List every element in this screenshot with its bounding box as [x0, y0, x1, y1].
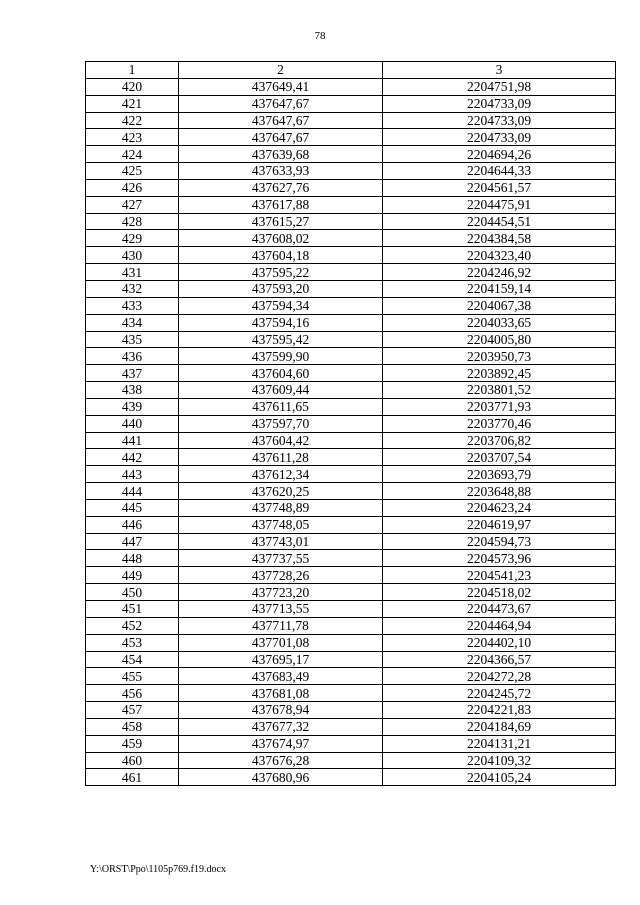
- table-row: [86, 567, 616, 584]
- table-cell-col-1: 426: [86, 179, 179, 196]
- table-cell-col-3: 2203892,45: [383, 365, 616, 382]
- table-row: [86, 415, 616, 432]
- table-cell-col-3: 2203771,93: [383, 398, 616, 415]
- table-cell-col-3: 2203950,73: [383, 348, 616, 365]
- table-cell-col-1: 460: [86, 752, 179, 769]
- table-row: [86, 129, 616, 146]
- table-cell-col-1: 435: [86, 331, 179, 348]
- table-cell-col-3: 2204644,33: [383, 163, 616, 180]
- table-row: [86, 499, 616, 516]
- table-row: [86, 95, 616, 112]
- table-row: [86, 769, 616, 786]
- table-cell-col-2: 437737,55: [179, 550, 383, 567]
- footer-file-path: Y:\ORST\Ppo\1105p769.f19.docx: [90, 864, 226, 875]
- table-row: [86, 78, 616, 95]
- table-row: [86, 516, 616, 533]
- table-cell-col-3: 2204245,72: [383, 685, 616, 702]
- table-cell-col-3: 2204573,96: [383, 550, 616, 567]
- table-cell-col-3: 2203707,54: [383, 449, 616, 466]
- table-row: [86, 634, 616, 651]
- column-header-1: 1: [86, 62, 179, 79]
- table-cell-col-2: 437647,67: [179, 129, 383, 146]
- table-row: [86, 331, 616, 348]
- table-cell-col-2: 437617,88: [179, 196, 383, 213]
- table-cell-col-2: 437649,41: [179, 78, 383, 95]
- table-header-row: [86, 62, 616, 79]
- table-cell-col-2: 437612,34: [179, 466, 383, 483]
- table-cell-col-1: 428: [86, 213, 179, 230]
- table-cell-col-2: 437627,76: [179, 179, 383, 196]
- page-number: 78: [314, 30, 326, 42]
- table-cell-col-1: 429: [86, 230, 179, 247]
- table-cell-col-1: 458: [86, 718, 179, 735]
- table-cell-col-1: 448: [86, 550, 179, 567]
- table-cell-col-2: 437681,08: [179, 685, 383, 702]
- table-cell-col-3: 2204733,09: [383, 129, 616, 146]
- table-cell-col-2: 437639,68: [179, 146, 383, 163]
- table-row: [86, 685, 616, 702]
- table-cell-col-3: 2204033,65: [383, 314, 616, 331]
- table-cell-col-3: 2204733,09: [383, 112, 616, 129]
- coordinates-table: [85, 61, 616, 786]
- table-row: [86, 146, 616, 163]
- table-cell-col-1: 444: [86, 483, 179, 500]
- table-cell-col-3: 2204561,57: [383, 179, 616, 196]
- table-cell-col-1: 442: [86, 449, 179, 466]
- table-row: [86, 617, 616, 634]
- table-cell-col-3: 2203706,82: [383, 432, 616, 449]
- table-cell-col-1: 454: [86, 651, 179, 668]
- table-cell-col-2: 437647,67: [179, 112, 383, 129]
- table-row: [86, 112, 616, 129]
- table-cell-col-3: 2204751,98: [383, 78, 616, 95]
- table-cell-col-1: 421: [86, 95, 179, 112]
- table-cell-col-2: 437594,34: [179, 297, 383, 314]
- table-cell-col-3: 2204159,14: [383, 280, 616, 297]
- table-cell-col-1: 443: [86, 466, 179, 483]
- table-cell-col-1: 450: [86, 584, 179, 601]
- table-cell-col-1: 436: [86, 348, 179, 365]
- table-cell-col-1: 455: [86, 668, 179, 685]
- column-header-3: 3: [383, 62, 616, 79]
- table-cell-col-2: 437615,27: [179, 213, 383, 230]
- table-cell-col-2: 437676,28: [179, 752, 383, 769]
- table-cell-col-2: 437604,42: [179, 432, 383, 449]
- table-cell-col-1: 451: [86, 601, 179, 618]
- table-cell-col-3: 2204694,26: [383, 146, 616, 163]
- table-cell-col-3: 2204067,38: [383, 297, 616, 314]
- table-cell-col-2: 437608,02: [179, 230, 383, 247]
- table-cell-col-2: 437678,94: [179, 702, 383, 719]
- table-cell-col-2: 437743,01: [179, 533, 383, 550]
- table-cell-col-1: 449: [86, 567, 179, 584]
- table-cell-col-3: 2204109,32: [383, 752, 616, 769]
- table-row: [86, 432, 616, 449]
- table-cell-col-2: 437680,96: [179, 769, 383, 786]
- table-row: [86, 668, 616, 685]
- table-cell-col-2: 437728,26: [179, 567, 383, 584]
- table-cell-col-3: 2204733,09: [383, 95, 616, 112]
- table-cell-col-1: 420: [86, 78, 179, 95]
- table-row: [86, 449, 616, 466]
- table-cell-col-3: 2204454,51: [383, 213, 616, 230]
- table-cell-col-1: 432: [86, 280, 179, 297]
- table-cell-col-1: 433: [86, 297, 179, 314]
- table-row: [86, 230, 616, 247]
- table-row: [86, 196, 616, 213]
- table-cell-col-2: 437609,44: [179, 382, 383, 399]
- table-cell-col-3: 2203801,52: [383, 382, 616, 399]
- table-body: [86, 78, 616, 785]
- table-cell-col-3: 2204131,21: [383, 735, 616, 752]
- table-row: [86, 533, 616, 550]
- table-cell-col-2: 437677,32: [179, 718, 383, 735]
- table-cell-col-3: 2204005,80: [383, 331, 616, 348]
- table-cell-col-1: 424: [86, 146, 179, 163]
- table-cell-col-3: 2204402,10: [383, 634, 616, 651]
- table-cell-col-3: 2204184,69: [383, 718, 616, 735]
- table-cell-col-2: 437711,78: [179, 617, 383, 634]
- table-cell-col-3: 2204272,28: [383, 668, 616, 685]
- table-cell-col-2: 437593,20: [179, 280, 383, 297]
- table-cell-col-1: 453: [86, 634, 179, 651]
- table-row: [86, 297, 616, 314]
- table-row: [86, 466, 616, 483]
- table-row: [86, 213, 616, 230]
- table-cell-col-3: 2204246,92: [383, 264, 616, 281]
- table-row: [86, 735, 616, 752]
- table-row: [86, 280, 616, 297]
- table-row: [86, 718, 616, 735]
- table-row: [86, 314, 616, 331]
- table-cell-col-3: 2204221,83: [383, 702, 616, 719]
- table-cell-col-2: 437611,28: [179, 449, 383, 466]
- table-cell-col-1: 423: [86, 129, 179, 146]
- table-cell-col-2: 437723,20: [179, 584, 383, 601]
- table-row: [86, 163, 616, 180]
- table-cell-col-2: 437604,18: [179, 247, 383, 264]
- table-cell-col-3: 2204541,23: [383, 567, 616, 584]
- table-cell-col-1: 439: [86, 398, 179, 415]
- table-cell-col-3: 2204384,58: [383, 230, 616, 247]
- table-cell-col-1: 437: [86, 365, 179, 382]
- table-cell-col-1: 445: [86, 499, 179, 516]
- table-row: [86, 348, 616, 365]
- table-cell-col-3: 2204518,02: [383, 584, 616, 601]
- table-row: [86, 365, 616, 382]
- table-cell-col-1: 456: [86, 685, 179, 702]
- table-cell-col-1: 438: [86, 382, 179, 399]
- table-row: [86, 550, 616, 567]
- table-cell-col-2: 437604,60: [179, 365, 383, 382]
- table-cell-col-2: 437595,22: [179, 264, 383, 281]
- table-cell-col-2: 437594,16: [179, 314, 383, 331]
- table-cell-col-3: 2204323,40: [383, 247, 616, 264]
- table-cell-col-1: 452: [86, 617, 179, 634]
- table-cell-col-3: 2204594,73: [383, 533, 616, 550]
- table-cell-col-1: 447: [86, 533, 179, 550]
- table-row: [86, 264, 616, 281]
- table-cell-col-2: 437633,93: [179, 163, 383, 180]
- table-cell-col-2: 437701,08: [179, 634, 383, 651]
- table-cell-col-1: 457: [86, 702, 179, 719]
- table-cell-col-2: 437713,55: [179, 601, 383, 618]
- table-cell-col-2: 437647,67: [179, 95, 383, 112]
- table-cell-col-2: 437683,49: [179, 668, 383, 685]
- table-cell-col-3: 2204623,24: [383, 499, 616, 516]
- table-cell-col-2: 437597,70: [179, 415, 383, 432]
- table-cell-col-2: 437674,97: [179, 735, 383, 752]
- column-header-2: 2: [179, 62, 383, 79]
- table-row: [86, 398, 616, 415]
- table-row: [86, 584, 616, 601]
- table-row: [86, 382, 616, 399]
- table-cell-col-2: 437748,05: [179, 516, 383, 533]
- table-cell-col-2: 437595,42: [179, 331, 383, 348]
- table-cell-col-1: 427: [86, 196, 179, 213]
- table-row: [86, 179, 616, 196]
- table-cell-col-1: 422: [86, 112, 179, 129]
- table-row: [86, 702, 616, 719]
- table-row: [86, 601, 616, 618]
- table-cell-col-3: 2204464,94: [383, 617, 616, 634]
- table-cell-col-3: 2203770,46: [383, 415, 616, 432]
- table-cell-col-3: 2203693,79: [383, 466, 616, 483]
- table-cell-col-3: 2204473,67: [383, 601, 616, 618]
- table-row: [86, 483, 616, 500]
- table-cell-col-1: 440: [86, 415, 179, 432]
- table-cell-col-2: 437599,90: [179, 348, 383, 365]
- table-cell-col-2: 437748,89: [179, 499, 383, 516]
- table-cell-col-3: 2203648,88: [383, 483, 616, 500]
- table-cell-col-2: 437695,17: [179, 651, 383, 668]
- table-cell-col-1: 431: [86, 264, 179, 281]
- table-cell-col-2: 437611,65: [179, 398, 383, 415]
- table-cell-col-1: 430: [86, 247, 179, 264]
- table-cell-col-1: 459: [86, 735, 179, 752]
- table-cell-col-1: 434: [86, 314, 179, 331]
- table-cell-col-2: 437620,25: [179, 483, 383, 500]
- table-cell-col-1: 425: [86, 163, 179, 180]
- table-row: [86, 247, 616, 264]
- table-row: [86, 752, 616, 769]
- table-cell-col-1: 446: [86, 516, 179, 533]
- table-cell-col-3: 2204105,24: [383, 769, 616, 786]
- table-cell-col-3: 2204366,57: [383, 651, 616, 668]
- table-row: [86, 651, 616, 668]
- table-cell-col-3: 2204619,97: [383, 516, 616, 533]
- table-cell-col-1: 461: [86, 769, 179, 786]
- table-cell-col-3: 2204475,91: [383, 196, 616, 213]
- table-cell-col-1: 441: [86, 432, 179, 449]
